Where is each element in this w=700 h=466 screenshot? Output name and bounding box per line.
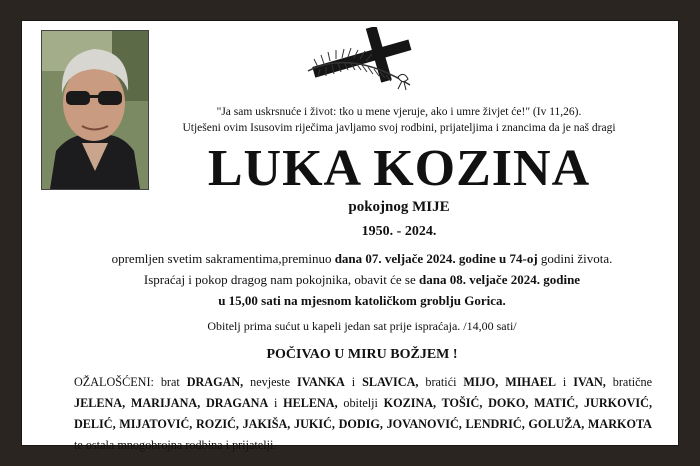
death-info-line <box>62 250 662 268</box>
obituary-card <box>22 21 678 452</box>
mourners-text: obitelji <box>337 396 384 410</box>
mourner-names: HELENA, <box>283 396 338 410</box>
father-name: pokojnog MIJE <box>348 199 450 215</box>
mourners-text: te ostala mnogobrojna rodbina i prijatelji. <box>74 438 277 452</box>
family-names: KOZINA, TOŠIĆ, DOKO, MATIĆ, JURKOVIĆ, DELIĆ, MIJATOVIĆ, ROZIĆ, JAKIŠA, JUKIĆ, DODIG, JOVANOVIĆ, LENDRIĆ, GOLUŽA, MARKOTA <box>74 396 652 431</box>
cross-with-palm-icon <box>302 27 422 91</box>
funeral-info-line <box>62 271 662 289</box>
funeral-info-text: Ispraćaj i pokop dragog nam pokojnika, obavit će se <box>143 272 420 287</box>
death-info-text: opremljen svetim sakramentima,preminuo <box>111 251 335 266</box>
mourners-text: i <box>268 396 284 410</box>
mourner-names: IVANKA <box>297 375 345 389</box>
funeral-place: u 15,00 sati na mjesnom katoličkom groblju Gorica. <box>218 293 506 308</box>
mourner-names: IVAN, <box>573 375 606 389</box>
mourner-names: DRAGAN, <box>186 375 244 389</box>
rest-in-peace: POČIVAO U MIRU BOŽJEM ! <box>266 347 458 362</box>
life-years: 1950. - 2024. <box>361 224 437 239</box>
mourners-label: OŽALOŠĆENI: <box>74 375 154 389</box>
mourners-text: brat <box>153 375 187 389</box>
portrait-image <box>42 31 148 189</box>
mourner-names: MIJO, MIHAEL <box>463 375 556 389</box>
mourners-text: i <box>555 375 574 389</box>
mourners-list <box>74 372 652 456</box>
deceased-name: LUKA KOZINA <box>207 140 591 197</box>
mourners-text: bratići <box>418 375 464 389</box>
mourners-text: i <box>344 375 363 389</box>
bible-quote: "Ja sam uskrsnuće i život: tko u mene vjeruje, ako i umre živjet će!" (Iv 11,26). <box>216 106 582 118</box>
deceased-photo <box>41 30 149 190</box>
death-info-tail: godini života. <box>537 251 613 266</box>
mourner-names: JELENA, MARIJANA, DRAGANA <box>74 396 269 410</box>
announcement-intro: Utješeni ovim Isusovim riječima javljamo svoj rodbini, prijateljima i znancima da je naš dragi <box>182 122 616 134</box>
mourner-names: SLAVICA, <box>362 375 419 389</box>
mourners-text: nevjeste <box>243 375 297 389</box>
funeral-date: dana 08. veljače 2024. godine <box>419 272 581 287</box>
mourners-text: bratične <box>605 375 653 389</box>
condolence-info: Obitelj prima sućut u kapeli jedan sat prije ispraćaja. /14,00 sati/ <box>207 319 517 333</box>
death-date: dana 07. veljače 2024. godine u 74-oj <box>334 251 538 266</box>
